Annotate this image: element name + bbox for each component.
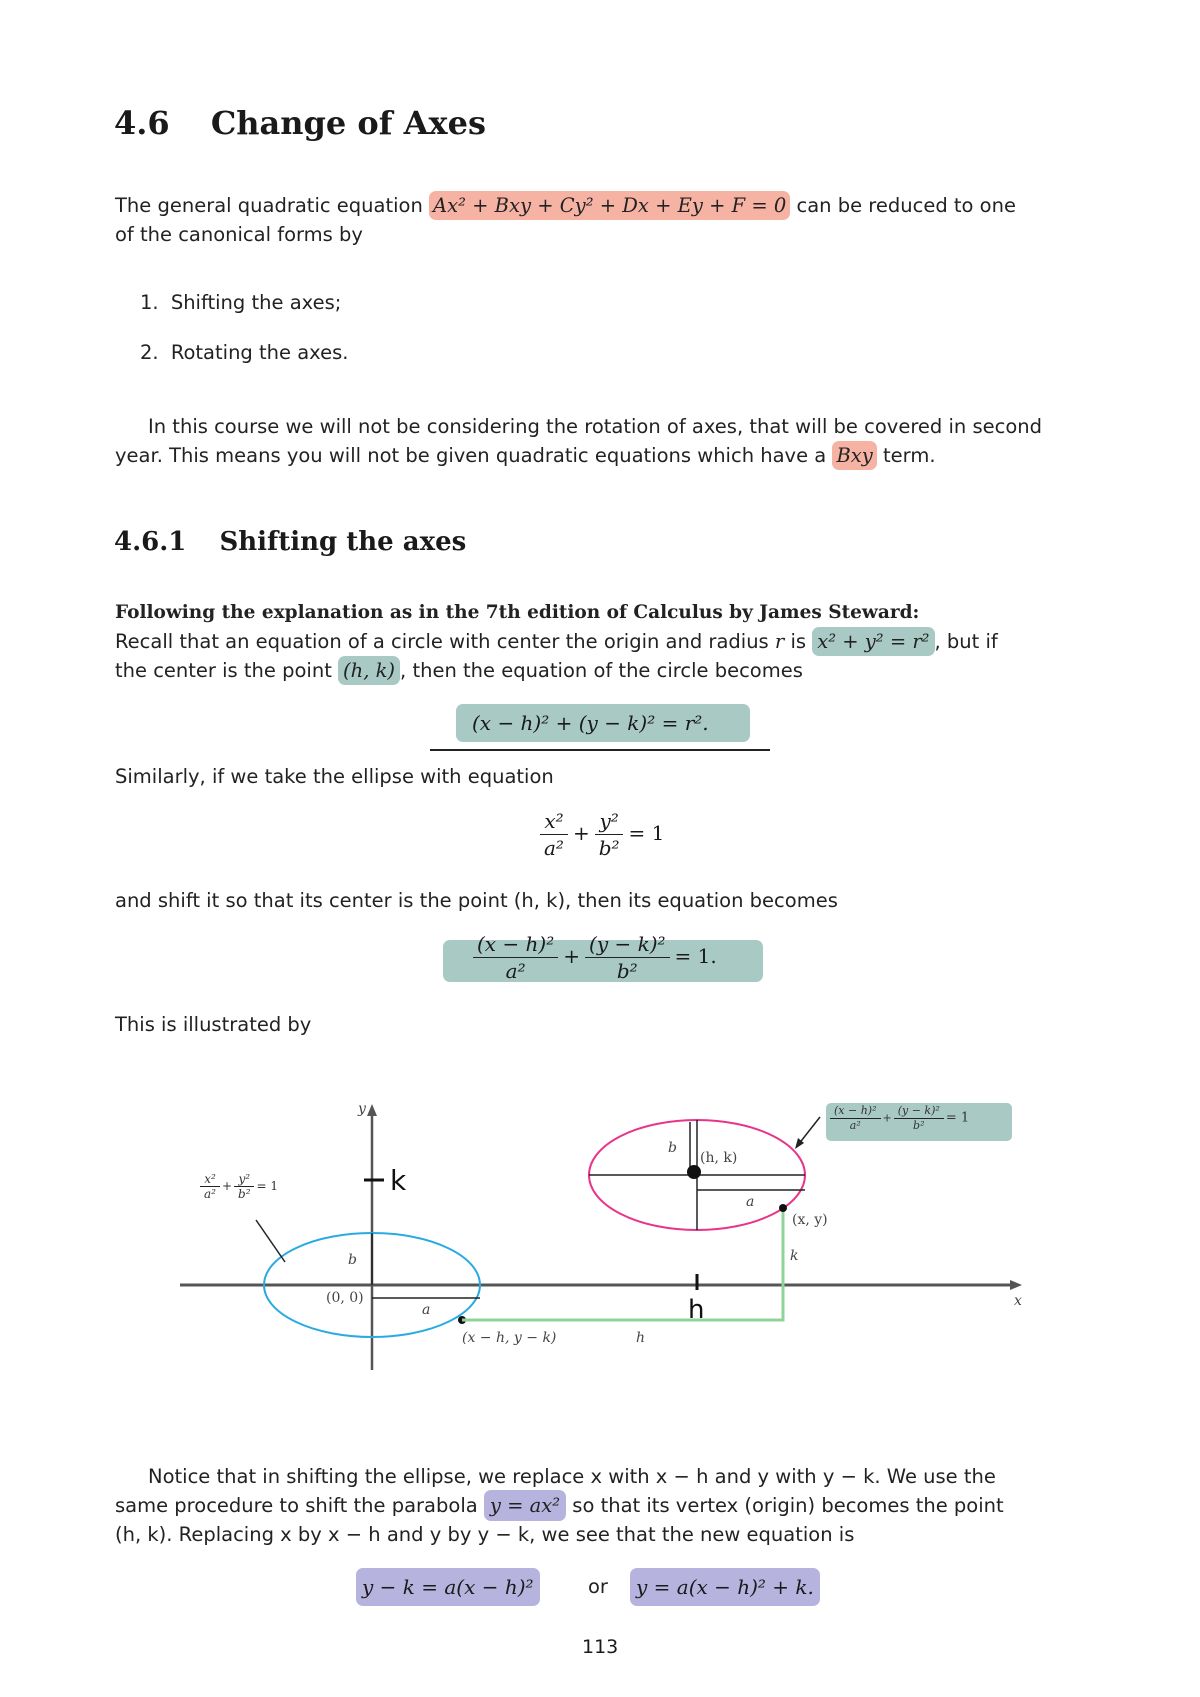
explicit-form-equation: y = a(x − h)² + k.	[630, 1568, 820, 1606]
center-label: (h, k)	[700, 1150, 738, 1166]
denominator: b²	[616, 959, 638, 983]
b-label-left: b	[348, 1252, 357, 1268]
intro-text-after: can be reduced to one	[796, 194, 1016, 217]
right-ellipse-equation: $\frac{\text{(x − h)²}}{\text{a²}}$ + $\frac{\text{(y − k)²}}{\text{b²}}$ = 1	[828, 1104, 969, 1133]
list-text: Rotating the axes.	[170, 341, 349, 364]
equals-one: = 1	[945, 1110, 970, 1126]
parabola-equation: y = ax²	[484, 1490, 566, 1521]
shift-path	[462, 1208, 783, 1320]
fraction	[894, 1104, 944, 1133]
center-after: , then the equation of the circle becomes	[400, 659, 803, 682]
list-marker: 2.	[140, 341, 159, 364]
center-point: (h, k)	[338, 656, 400, 685]
closing-line-1: Notice that in shifting the ellipse, we replace x with x − h and y with y − k. We use the	[148, 1465, 996, 1488]
recall-is: is	[790, 630, 807, 653]
a-label-right: a	[746, 1194, 755, 1210]
denominator: a²	[204, 1187, 216, 1201]
page-number: 113	[582, 1636, 619, 1658]
plus-sign: +	[563, 944, 581, 968]
denominator: b²	[598, 836, 620, 860]
denominator: b²	[913, 1119, 925, 1132]
k-distance-label: k	[790, 1248, 799, 1264]
section-number: 4.6	[114, 104, 170, 142]
origin-label: (0, 0)	[326, 1290, 364, 1306]
general-quadratic-equation: Ax² + Bxy + Cy² + Dx + Ey + F = 0	[429, 191, 790, 220]
intro-text-before: The general quadratic equation	[115, 194, 423, 217]
point-xy-dot	[779, 1204, 787, 1212]
radius-var: r	[774, 630, 785, 653]
k-handwritten: k	[390, 1164, 407, 1197]
equals-one: = 1.	[674, 944, 717, 968]
left-ellipse-equation: $\frac{\text{x²}}{\text{a²}}$ + $\frac{\text{y²}}{\text{b²}}$ = 1	[198, 1172, 278, 1201]
plus-sign: +	[572, 821, 590, 845]
h-distance-label: h	[636, 1330, 646, 1346]
y-axis-label: y	[358, 1101, 366, 1117]
closing-line-2	[115, 1491, 1004, 1520]
equals-one: = 1	[256, 1179, 279, 1193]
similarly-line: Similarly, if we take the ellipse with equation	[115, 765, 554, 788]
rotation-text-end: term.	[883, 444, 936, 467]
x-axis-label: x	[1014, 1293, 1022, 1309]
numerator: x²	[200, 1172, 220, 1187]
illustrated-line: This is illustrated by	[115, 1013, 312, 1036]
left-eq-pointer	[256, 1220, 285, 1262]
list-marker: 1.	[140, 291, 159, 314]
bxy-term: Bxy	[832, 441, 876, 470]
a-label-left: a	[422, 1302, 431, 1318]
denominator: a²	[505, 959, 526, 983]
or-word: or	[588, 1575, 608, 1598]
denominator: b²	[238, 1187, 251, 1201]
numerator: x²	[540, 808, 567, 835]
point-xy-label: (x, y)	[792, 1212, 828, 1228]
numerator: (y − k)²	[585, 931, 670, 958]
denominator: a²	[544, 836, 564, 860]
rotation-para-line-1: In this course we will not be considering the rotation of axes, that will be covered in second	[148, 415, 1043, 438]
bold-lead: Following the explanation as in the 7th edition of Calculus by James Steward:	[115, 602, 920, 623]
fraction	[830, 1104, 881, 1133]
rotation-text: year. This means you will not be given quadratic equations which have a	[115, 444, 827, 467]
y-axis-arrow	[367, 1104, 377, 1116]
numerator: (x − h)²	[473, 931, 558, 958]
recall-after: , but if	[934, 630, 998, 653]
subsection-title: Shifting the axes	[219, 527, 467, 557]
center-dot	[687, 1165, 701, 1179]
numerator: (x − h)²	[830, 1104, 881, 1119]
section-title: Change of Axes	[210, 104, 486, 142]
shift-line: and shift it so that its center is the point (h, k), then its equation becomes	[115, 889, 838, 912]
closing-line-3: (h, k). Replacing x by x − h and y by y − k, we see that the new equation is	[115, 1523, 855, 1546]
x-axis-arrow	[1010, 1280, 1022, 1290]
list-text: Shifting the axes;	[170, 291, 342, 314]
closing-text: same procedure to shift the parabola	[115, 1494, 478, 1517]
closing-text-after: so that its vertex (origin) becomes the point	[572, 1494, 1004, 1517]
denominator: a²	[849, 1119, 861, 1132]
b-label-right: b	[668, 1140, 677, 1156]
numerator: y²	[234, 1172, 254, 1187]
h-handwritten: h	[688, 1295, 705, 1325]
center-text: the center is the point	[115, 659, 332, 682]
recall-text: Recall that an equation of a circle with center the origin and radius	[115, 630, 769, 653]
shifted-circle-equation: (x − h)² + (y − k)² = r².	[472, 711, 709, 735]
fraction	[200, 1172, 220, 1201]
vertex-form-equation: y − k = a(x − h)²	[356, 1568, 540, 1606]
equals-one: = 1	[628, 821, 665, 845]
intro-line-2: of the canonical forms by	[115, 223, 363, 246]
numerator: (y − k)²	[894, 1104, 944, 1119]
circle-equation: x² + y² = r²	[812, 627, 934, 656]
numerator: y²	[595, 808, 622, 835]
subsection-number: 4.6.1	[114, 527, 187, 557]
fraction	[234, 1172, 255, 1201]
point-shifted-label: (x − h, y − k)	[462, 1330, 557, 1346]
